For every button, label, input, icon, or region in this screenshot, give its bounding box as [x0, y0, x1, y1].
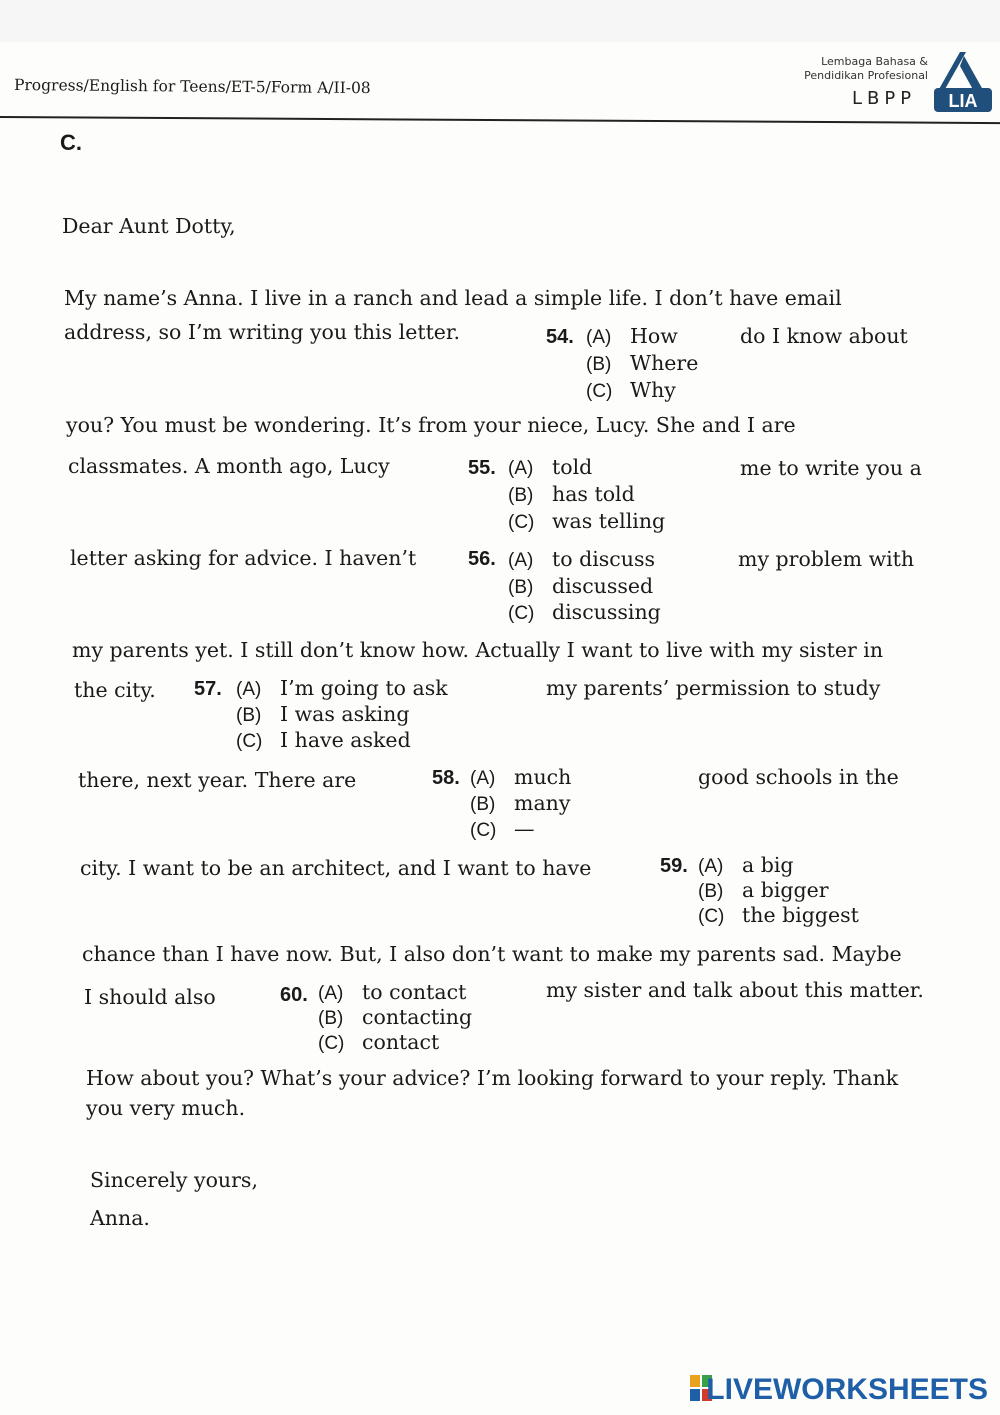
- option-letter: (B): [508, 485, 534, 506]
- option-letter: (A): [508, 458, 534, 479]
- question-56-number: 56.: [468, 548, 496, 570]
- letter-line-4: classmates. A month ago, Lucy: [68, 454, 390, 478]
- option-text: Why: [630, 378, 676, 402]
- option-text: to contact: [362, 980, 467, 1004]
- question-56-option-a[interactable]: [508, 547, 655, 572]
- option-letter: (A): [470, 768, 496, 789]
- option-text: a big: [742, 853, 794, 877]
- option-letter: (A): [508, 550, 534, 571]
- option-letter: (C): [318, 1033, 345, 1054]
- question-58-number: 58.: [432, 767, 460, 789]
- org-line-1: Lembaga Bahasa &: [821, 55, 928, 68]
- question-56-option-c[interactable]: [508, 600, 661, 625]
- question-59-option-b[interactable]: [698, 878, 829, 903]
- letter-line-1: My name’s Anna. I live in a ranch and lead a simple life. I don’t have email: [64, 286, 842, 310]
- option-text: was telling: [552, 509, 666, 533]
- letter-line-8: there, next year. There are: [78, 768, 357, 792]
- question-58-option-a[interactable]: [470, 765, 571, 790]
- option-letter: (C): [586, 381, 613, 402]
- closing: Sincerely yours,: [90, 1168, 258, 1192]
- question-58-option-b[interactable]: [470, 791, 570, 816]
- question-60-option-c[interactable]: [318, 1030, 439, 1055]
- option-text: told: [552, 455, 593, 479]
- letter-line-13: you very much.: [86, 1096, 246, 1120]
- option-letter: (A): [698, 856, 724, 877]
- option-letter: (B): [698, 881, 724, 902]
- option-text: the biggest: [742, 903, 859, 927]
- letter-line-2: address, so I’m writing you this letter.: [64, 320, 460, 344]
- question-59-number: 59.: [660, 855, 688, 877]
- scan-top-band: [0, 0, 1000, 42]
- question-60-option-a[interactable]: [318, 980, 466, 1005]
- question-57-option-a[interactable]: [236, 676, 448, 701]
- option-text: a bigger: [742, 878, 829, 902]
- question-54-option-c[interactable]: [586, 378, 676, 403]
- letter-line-5: letter asking for advice. I haven’t: [70, 546, 417, 570]
- letter-line-9: city. I want to be an architect, and I want to have: [80, 856, 592, 880]
- letter-line-5-continued: my problem with: [738, 547, 915, 571]
- section-label: C.: [60, 130, 82, 155]
- option-letter: (C): [236, 731, 263, 752]
- letter-line-11-continued: my sister and talk about this matter.: [546, 978, 924, 1002]
- question-57-option-b[interactable]: [236, 702, 409, 727]
- option-letter: (C): [508, 512, 535, 533]
- org-abbrev: LBPP: [852, 88, 917, 109]
- greeting: Dear Aunt Dotty,: [62, 214, 236, 238]
- signature: Anna.: [90, 1206, 150, 1230]
- question-57-number: 57.: [194, 678, 222, 700]
- letter-line-3: you? You must be wondering. It’s from your niece, Lucy. She and I are: [66, 413, 796, 437]
- option-text: I’m going to ask: [280, 676, 448, 700]
- option-letter: (A): [586, 327, 612, 348]
- question-54-option-b[interactable]: [586, 351, 698, 376]
- question-58-option-c[interactable]: [470, 817, 535, 842]
- question-55-option-a[interactable]: [508, 455, 592, 480]
- option-letter: (B): [508, 577, 534, 598]
- letter-line-7: the city.: [74, 678, 156, 702]
- org-name: [804, 55, 928, 83]
- question-55-option-b[interactable]: [508, 482, 635, 507]
- question-57-option-c[interactable]: [236, 728, 411, 753]
- option-text: I was asking: [280, 702, 410, 726]
- question-55-number: 55.: [468, 457, 496, 479]
- option-letter: (B): [470, 794, 496, 815]
- lia-logo-icon: [930, 48, 996, 114]
- question-60-number: 60.: [280, 984, 308, 1006]
- option-text: Where: [630, 351, 699, 375]
- option-letter: (A): [236, 679, 262, 700]
- letter-line-10: chance than I have now. But, I also don’t want to make my parents sad. Maybe: [82, 942, 902, 966]
- option-text: contacting: [362, 1005, 473, 1029]
- letter-line-12: How about you? What’s your advice? I’m looking forward to your reply. Thank: [86, 1066, 899, 1090]
- option-letter: (B): [318, 1008, 344, 1029]
- option-text: many: [514, 791, 571, 815]
- option-text: I have asked: [280, 728, 411, 752]
- option-text: discussing: [552, 600, 661, 624]
- option-text: contact: [362, 1030, 440, 1054]
- option-text: to discuss: [552, 547, 656, 571]
- letter-line-8-continued: good schools in the: [698, 765, 899, 789]
- logo-mark-text: LIA: [948, 91, 978, 111]
- option-letter: (C): [470, 820, 497, 841]
- letter-line-11: I should also: [84, 985, 216, 1009]
- option-text: much: [514, 765, 572, 789]
- letter-line-2-continued: do I know about: [740, 324, 908, 348]
- option-letter: (C): [698, 906, 725, 927]
- option-text: has told: [552, 482, 635, 506]
- letter-line-4-continued: me to write you a: [740, 456, 922, 480]
- option-text: discussed: [552, 574, 654, 598]
- header-rule: [0, 116, 1000, 124]
- liveworksheets-brand[interactable]: LIVEWORKSHEETS: [706, 1373, 988, 1406]
- question-54-number: 54.: [546, 326, 574, 348]
- option-letter: (B): [236, 705, 262, 726]
- letter-line-6: my parents yet. I still don’t know how. Actually I want to live with my sister in: [72, 638, 884, 662]
- question-59-option-c[interactable]: [698, 903, 859, 928]
- form-code: Progress/English for Teens/ET-5/Form A/II-08: [13, 76, 371, 98]
- option-letter: (C): [508, 603, 535, 624]
- question-60-option-b[interactable]: [318, 1005, 472, 1030]
- option-text: How: [630, 324, 678, 348]
- question-55-option-c[interactable]: [508, 509, 665, 534]
- question-59-option-a[interactable]: [698, 853, 794, 878]
- question-56-option-b[interactable]: [508, 574, 653, 599]
- org-line-2: Pendidikan Profesional: [804, 69, 928, 82]
- question-54-option-a[interactable]: [586, 324, 678, 349]
- option-letter: (A): [318, 983, 344, 1004]
- option-letter: (B): [586, 354, 612, 375]
- letter-line-7-continued: my parents’ permission to study: [546, 676, 881, 700]
- option-text: —: [514, 817, 535, 841]
